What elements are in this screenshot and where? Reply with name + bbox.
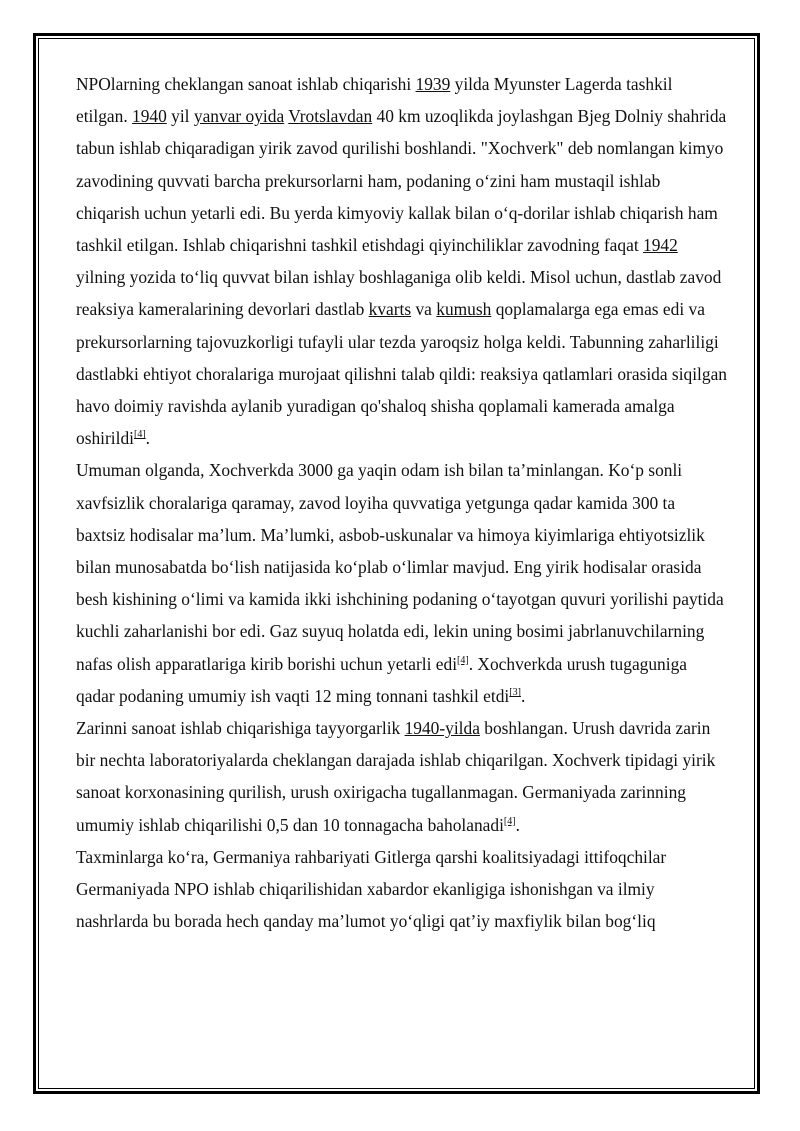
- text-run: qoplamalarga ega emas edi va prekursorlarning tajovuzkorligi tufayli ular tezda yaroqsiz holga keldi. Tabunning zaharliligi dastlabki ehtiyot choralariga murojaat qilishni talab qildi: reaksiya qatlamlari orasida siqilgan havo doimiy ravishda aylanib yuradigan qo'shaloq shisha qoplamali kamerada amalga oshirildi: [76, 299, 727, 449]
- document-body: [76, 68, 728, 937]
- text-run: va: [411, 299, 437, 320]
- text-run: Zarinni sanoat ishlab chiqarishiga tayyorgarlik: [76, 718, 405, 739]
- inline-link[interactable]: 1940: [132, 106, 167, 127]
- paragraph: [76, 68, 728, 454]
- text-run: yil: [166, 106, 194, 127]
- paragraph: [76, 841, 728, 938]
- text-run: yilning yozida toʻliq quvvat bilan ishlay boshlaganiga olib keldi. Misol uchun, dastlab zavod reaksiya kameralarining devorlari dastlab: [76, 267, 722, 320]
- inline-link[interactable]: 1942: [643, 235, 678, 256]
- text-run: .: [520, 685, 526, 706]
- text-run: yilda Myunster Lagerda tashkil etilgan.: [76, 74, 673, 127]
- citation-ref: [134, 429, 146, 440]
- text-run: Taxminlarga koʻra, Germaniya rahbariyati Gitlerga qarshi koalitsiyadagi ittifoqchilar Germaniyada NPO ishlab chiqarilishidan xabardor ekanligiga ishonishgan va ilmiy nashrlarda bu borada hech qanday maʼlumot yoʻqligi qatʼiy maxfiylik bilan bogʻliq: [76, 846, 667, 932]
- inline-link[interactable]: kvarts: [368, 299, 412, 320]
- citation-link[interactable]: [3]: [509, 686, 521, 698]
- text-run: 40 km uzoqlikda joylashgan Bjeg Dolniy shahrida tabun ishlab chiqaradigan yirik zavod qurilishi boshlandi. "Xochverk" deb nomlangan kimyo zavodining quvvati barcha prekursorlarni ham, podaning oʻzini ham mustaqil ishlab chiqarish uchun yetarli edi. Bu yerda kimyoviy kallak bilan oʻq-dorilar ishlab chiqarish ham tashkil etilgan. Ishlab chiqarishni tashkil etishdagi qiyinchiliklar zavodning faqat: [76, 106, 727, 256]
- paragraph: [76, 712, 728, 841]
- text-run: . Xochverkda urush tugaguniga qadar podaning umumiy ish vaqti 12 ming tonnani tashkil etdi: [76, 653, 687, 706]
- text-run: .: [145, 428, 151, 449]
- text-run: .: [515, 814, 520, 835]
- citation-ref: [504, 816, 516, 827]
- inline-link[interactable]: kumush: [436, 299, 492, 320]
- inline-link[interactable]: 1939: [415, 74, 451, 94]
- citation-link[interactable]: [4]: [503, 815, 516, 827]
- citation-ref: [509, 687, 521, 698]
- text-run: NPOlarning cheklangan sanoat ishlab chiqarishi: [76, 74, 416, 94]
- inline-link[interactable]: Vrotslavdan: [288, 106, 373, 127]
- text-run: Umuman olganda, Xochverkda 3000 ga yaqin odam ish bilan taʼminlangan. Koʻp sonli xavfsizlik choralariga qaramay, zavod loyiha quvvatiga yetgunga qadar kamida 300 ta baxtsiz hodisalar maʼlum. Maʼlumki, asbob-uskunalar va himoya kiyimlariga ehtiyotsizlik bilan munosabatda boʻlish natijasida koʻplab oʻlimlar mavjud. Eng yirik hodisalar orasida besh kishining oʻlimi va kamida ikki ishchining podaning oʻtayotgan quvuri yorilishi paytida kuchli zaharlanishi bor edi. Gaz suyuq holatda edi, lekin uning bosimi jabrlanuvchilarning nafas olish apparatlariga kirib borishi uchun yetarli edi: [76, 460, 724, 674]
- citation-link[interactable]: [4]: [133, 429, 146, 441]
- inline-link[interactable]: yanvar oyida: [193, 106, 285, 127]
- text-run: boshlangan. Urush davrida zarin bir nechta laboratoriyalarda cheklangan darajada ishlab chiqarilgan. Xochverk tipidagi yirik sanoat korxonasining qurilish, urush oxirigacha tugallanmagan. Germaniyada zarinning umumiy ishlab chiqarilishi 0,5 dan 10 tonnagacha baholanadi: [76, 718, 716, 835]
- paragraph: [76, 454, 728, 712]
- citation-link[interactable]: [4]: [457, 654, 469, 666]
- citation-ref: [457, 655, 469, 666]
- inline-link[interactable]: 1940-yilda: [404, 718, 480, 739]
